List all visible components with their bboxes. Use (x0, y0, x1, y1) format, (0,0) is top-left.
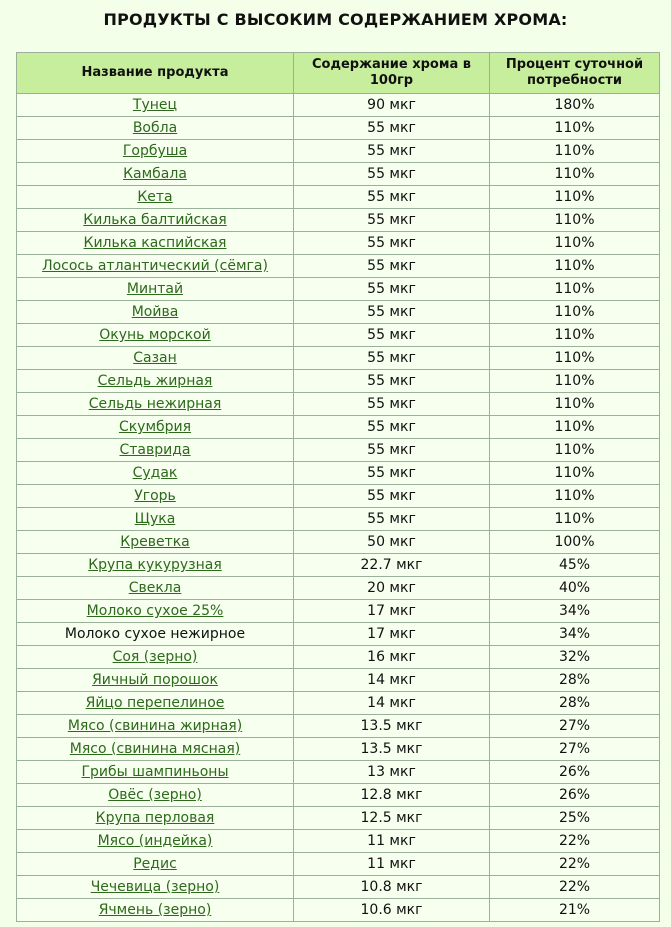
table-row (17, 209, 660, 232)
product-name-cell (17, 784, 294, 807)
product-link[interactable]: Соя (зерно) (112, 649, 198, 665)
table-row (17, 738, 660, 761)
product-name-cell (17, 623, 294, 646)
product-name-cell (17, 324, 294, 347)
column-header-product-name: Название продукта (17, 53, 294, 94)
chromium-amount-cell: 55 мкг (294, 232, 490, 255)
table-row (17, 370, 660, 393)
chromium-amount-cell: 10.8 мкг (294, 876, 490, 899)
product-name-cell (17, 899, 294, 922)
product-link[interactable]: Редис (133, 856, 177, 872)
table-row (17, 577, 660, 600)
daily-percent-cell: 22% (490, 853, 660, 876)
chromium-amount-cell: 90 мкг (294, 94, 490, 117)
table-row (17, 485, 660, 508)
product-name-cell (17, 462, 294, 485)
table-row (17, 347, 660, 370)
product-link[interactable]: Грибы шампиньоны (81, 764, 229, 780)
page-title: ПРОДУКТЫ С ВЫСОКИМ СОДЕРЖАНИЕМ ХРОМА: (103, 10, 568, 29)
table-row (17, 140, 660, 163)
product-name-cell (17, 94, 294, 117)
product-link[interactable]: Камбала (123, 166, 187, 182)
product-name-cell (17, 255, 294, 278)
table-row (17, 94, 660, 117)
daily-percent-cell: 110% (490, 278, 660, 301)
product-name-cell (17, 830, 294, 853)
table-row (17, 692, 660, 715)
table-row (17, 278, 660, 301)
daily-percent-cell: 110% (490, 439, 660, 462)
product-link[interactable]: Лосось атлантический (сёмга) (42, 258, 268, 274)
chromium-amount-cell: 55 мкг (294, 370, 490, 393)
product-link[interactable]: Мясо (свинина жирная) (67, 718, 243, 734)
table-row (17, 807, 660, 830)
product-name-cell (17, 531, 294, 554)
table-row (17, 393, 660, 416)
daily-percent-cell: 28% (490, 692, 660, 715)
product-name-cell (17, 117, 294, 140)
product-name-cell (17, 853, 294, 876)
product-name-cell (17, 669, 294, 692)
product-link[interactable]: Молоко сухое 25% (86, 603, 224, 619)
chromium-amount-cell: 55 мкг (294, 416, 490, 439)
product-name-cell (17, 186, 294, 209)
chromium-amount-cell: 55 мкг (294, 117, 490, 140)
table-row (17, 876, 660, 899)
product-name-cell (17, 416, 294, 439)
daily-percent-cell: 27% (490, 738, 660, 761)
product-link[interactable]: Сазан (133, 350, 177, 366)
table-row (17, 600, 660, 623)
chromium-amount-cell: 55 мкг (294, 301, 490, 324)
product-name-cell (17, 600, 294, 623)
table-row (17, 531, 660, 554)
chromium-amount-cell: 22.7 мкг (294, 554, 490, 577)
table-row (17, 186, 660, 209)
product-name-cell (17, 140, 294, 163)
table-row (17, 899, 660, 922)
daily-percent-cell: 34% (490, 623, 660, 646)
product-name-cell (17, 508, 294, 531)
chromium-amount-cell: 11 мкг (294, 830, 490, 853)
daily-percent-cell: 110% (490, 462, 660, 485)
chromium-amount-cell: 50 мкг (294, 531, 490, 554)
table-row (17, 117, 660, 140)
product-link[interactable]: Яйцо перепелиное (85, 695, 225, 711)
product-link[interactable]: Скумбрия (118, 419, 192, 435)
daily-percent-cell: 110% (490, 324, 660, 347)
chromium-amount-cell: 11 мкг (294, 853, 490, 876)
table-row (17, 669, 660, 692)
chromium-amount-cell: 14 мкг (294, 692, 490, 715)
product-link[interactable]: Мясо (индейка) (97, 833, 213, 849)
product-name-cell (17, 738, 294, 761)
table-row (17, 646, 660, 669)
chromium-amount-cell: 55 мкг (294, 186, 490, 209)
chromium-amount-cell: 13 мкг (294, 761, 490, 784)
product-name-cell (17, 232, 294, 255)
product-link[interactable]: Крупа кукурузная (88, 557, 222, 573)
daily-percent-cell: 110% (490, 232, 660, 255)
product-name-cell (17, 370, 294, 393)
daily-percent-cell: 110% (490, 508, 660, 531)
chromium-amount-cell: 14 мкг (294, 669, 490, 692)
table-row (17, 232, 660, 255)
daily-percent-cell: 26% (490, 761, 660, 784)
table-row (17, 163, 660, 186)
daily-percent-cell: 110% (490, 416, 660, 439)
product-link[interactable]: Мясо (свинина мясная) (69, 741, 241, 757)
product-name-cell (17, 209, 294, 232)
daily-percent-cell: 100% (490, 531, 660, 554)
product-name-cell (17, 646, 294, 669)
daily-percent-cell: 21% (490, 899, 660, 922)
chromium-amount-cell: 17 мкг (294, 600, 490, 623)
product-name-cell (17, 485, 294, 508)
chromium-amount-cell: 17 мкг (294, 623, 490, 646)
product-link[interactable]: Ставрида (119, 442, 191, 458)
product-link[interactable]: Килька балтийская (83, 212, 227, 228)
table-row (17, 462, 660, 485)
column-header-chromium-content: Содержание хрома в 100гр (294, 53, 490, 94)
daily-percent-cell: 22% (490, 876, 660, 899)
product-name-cell (17, 715, 294, 738)
chromium-products-table (16, 52, 660, 922)
daily-percent-cell: 110% (490, 140, 660, 163)
table-row (17, 830, 660, 853)
chromium-amount-cell: 55 мкг (294, 462, 490, 485)
daily-percent-cell: 110% (490, 117, 660, 140)
daily-percent-cell: 110% (490, 370, 660, 393)
table-row (17, 853, 660, 876)
product-name-cell (17, 807, 294, 830)
table-header-row (17, 53, 660, 94)
daily-percent-cell: 28% (490, 669, 660, 692)
daily-percent-cell: 110% (490, 393, 660, 416)
product-link[interactable]: Тунец (132, 97, 178, 113)
product-link[interactable]: Вобла (132, 120, 178, 136)
product-name-cell (17, 163, 294, 186)
chromium-amount-cell: 55 мкг (294, 439, 490, 462)
chromium-amount-cell: 55 мкг (294, 393, 490, 416)
product-name-cell (17, 278, 294, 301)
table-row (17, 623, 660, 646)
product-name-cell (17, 439, 294, 462)
chromium-amount-cell: 55 мкг (294, 278, 490, 301)
product-link[interactable]: Крупа перловая (95, 810, 215, 826)
product-name-cell (17, 393, 294, 416)
product-link[interactable]: Сельдь нежирная (88, 396, 222, 412)
table-row (17, 439, 660, 462)
table-row (17, 508, 660, 531)
daily-percent-cell: 110% (490, 209, 660, 232)
product-link[interactable]: Угорь (134, 488, 176, 504)
product-link[interactable]: Чечевица (зерно) (90, 879, 220, 895)
chromium-amount-cell: 55 мкг (294, 324, 490, 347)
chromium-amount-cell: 55 мкг (294, 209, 490, 232)
table-row (17, 761, 660, 784)
product-link[interactable]: Судак (132, 465, 178, 481)
daily-percent-cell: 110% (490, 485, 660, 508)
chromium-amount-cell: 55 мкг (294, 508, 490, 531)
daily-percent-cell: 45% (490, 554, 660, 577)
daily-percent-cell: 32% (490, 646, 660, 669)
table-row (17, 416, 660, 439)
product-link[interactable]: Окунь морской (99, 327, 211, 343)
product-name-cell (17, 692, 294, 715)
product-link[interactable]: Креветка (120, 534, 190, 550)
product-name-cell (17, 876, 294, 899)
daily-percent-cell: 110% (490, 255, 660, 278)
chromium-amount-cell: 12.8 мкг (294, 784, 490, 807)
product-link[interactable]: Мойва (131, 304, 179, 320)
chromium-amount-cell: 10.6 мкг (294, 899, 490, 922)
product-link[interactable]: Килька каспийская (83, 235, 227, 251)
chromium-amount-cell: 55 мкг (294, 485, 490, 508)
chromium-amount-cell: 55 мкг (294, 140, 490, 163)
daily-percent-cell: 110% (490, 301, 660, 324)
daily-percent-cell: 110% (490, 347, 660, 370)
daily-percent-cell: 180% (490, 94, 660, 117)
table-row (17, 255, 660, 278)
daily-percent-cell: 110% (490, 186, 660, 209)
product-link[interactable]: Яичный порошок (92, 672, 218, 688)
chromium-amount-cell: 55 мкг (294, 347, 490, 370)
daily-percent-cell: 26% (490, 784, 660, 807)
product-link[interactable]: Горбуша (122, 143, 188, 159)
chromium-amount-cell: 13.5 мкг (294, 738, 490, 761)
product-name: Молоко сухое нежирное (64, 626, 246, 642)
chromium-amount-cell: 55 мкг (294, 255, 490, 278)
table-row (17, 554, 660, 577)
chromium-amount-cell: 20 мкг (294, 577, 490, 600)
daily-percent-cell: 110% (490, 163, 660, 186)
daily-percent-cell: 22% (490, 830, 660, 853)
daily-percent-cell: 25% (490, 807, 660, 830)
product-link[interactable]: Щука (134, 511, 176, 527)
daily-percent-cell: 40% (490, 577, 660, 600)
chromium-amount-cell: 12.5 мкг (294, 807, 490, 830)
product-link[interactable]: Минтай (126, 281, 184, 297)
product-name-cell (17, 761, 294, 784)
table-row (17, 784, 660, 807)
product-link[interactable]: Кета (137, 189, 173, 205)
product-name-cell (17, 301, 294, 324)
product-link[interactable]: Свекла (128, 580, 182, 596)
product-link[interactable]: Сельдь жирная (97, 373, 213, 389)
product-link[interactable]: Овёс (зерно) (108, 787, 202, 803)
product-name-cell (17, 577, 294, 600)
table-row (17, 301, 660, 324)
table-row (17, 324, 660, 347)
daily-percent-cell: 34% (490, 600, 660, 623)
chromium-amount-cell: 13.5 мкг (294, 715, 490, 738)
table-row (17, 715, 660, 738)
chromium-amount-cell: 16 мкг (294, 646, 490, 669)
product-link[interactable]: Ячмень (зерно) (98, 902, 212, 918)
column-header-daily-percent: Процент суточной потребности (490, 53, 660, 94)
product-name-cell (17, 347, 294, 370)
daily-percent-cell: 27% (490, 715, 660, 738)
chromium-amount-cell: 55 мкг (294, 163, 490, 186)
product-name-cell (17, 554, 294, 577)
